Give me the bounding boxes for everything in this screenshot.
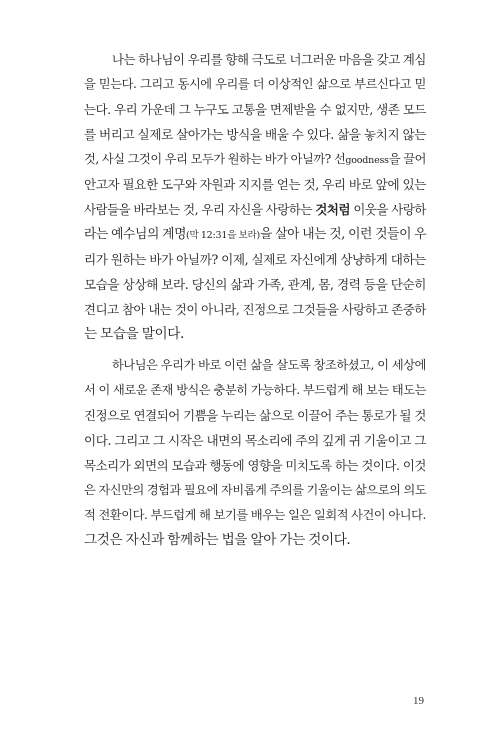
page-number: 19 xyxy=(413,695,424,707)
text-line: 안고자 필요한 도구와 자원과 지지를 얻는 것, 우리 바로 앞에 있는 xyxy=(84,177,426,192)
text-run-scripture-reference: (막 12:31을 보라) xyxy=(186,230,260,241)
text-line: 를 버리고 실제로 살아가는 방식을 배울 수 있다. 삶을 놓치지 않는 xyxy=(84,127,426,142)
text-line: 적 전환이다. 부드럽게 해 보기를 배우는 일은 일회적 사건이 아니다. xyxy=(84,508,426,522)
text-line: 모습을 상상해 보라. 당신의 삶과 가족, 관계, 몸, 경력 등을 단순히 xyxy=(84,277,426,292)
text-line: 은 자신만의 경험과 필요에 자비롭게 주의를 기울이는 삶으로의 의도 xyxy=(84,483,427,497)
text-run: 라는 예수님의 계명 xyxy=(84,227,187,242)
text-line xyxy=(84,222,426,247)
text-run: 것, 사실 그것이 우리 모두가 원하는 바가 아닐까? 선 xyxy=(84,152,346,166)
text-line: 이다. 그리고 그 시작은 내면의 목소리에 주의 깊게 귀 기울이고 그 xyxy=(84,433,426,448)
text-line: 나는 하나님이 우리를 향해 극도로 너그러운 마음을 갖고 계심 xyxy=(112,52,426,67)
text-run: 이웃을 사랑하 xyxy=(350,202,426,217)
text-line xyxy=(84,147,426,172)
text-run: 을 끌어 xyxy=(388,152,426,166)
text-line: 서 이 새로운 존재 방식은 충분히 가능하다. 부드럽게 해 보는 태도는 xyxy=(84,383,426,397)
text-line: 리가 원하는 바가 아닐까? 이제, 실제로 자신에게 상냥하게 대하는 xyxy=(84,252,426,267)
paragraph-1 xyxy=(84,47,426,347)
text-line: 그것은 자신과 함께하는 법을 알아 가는 것이다. xyxy=(84,532,351,548)
text-line: 는다. 우리 가운데 그 누구도 고통을 면제받을 수 없지만, 생존 모드 xyxy=(84,102,426,117)
text-line: 목소리가 외면의 모습과 행동에 영향을 미치도록 하는 것이다. 이것 xyxy=(84,458,426,473)
text-line: 견디고 참아 내는 것이 아니라, 진정으로 그것들을 사랑하고 존중하 xyxy=(84,302,426,317)
text-line: 하나님은 우리가 바로 이런 삶을 살도록 창조하셨고, 이 세상에 xyxy=(112,358,426,372)
paragraph-2 xyxy=(84,353,426,553)
text-run-bold: 것처럼 xyxy=(315,202,351,217)
text-run: 을 살아 내는 것, 이런 것들이 우 xyxy=(259,227,427,242)
text-line: 는 모습을 말이다. xyxy=(84,326,184,342)
text-line: 을 믿는다. 그리고 동시에 우리를 더 이상적인 삶으로 부르신다고 믿 xyxy=(84,77,426,91)
text-run-english-gloss: goodness xyxy=(345,155,389,166)
text-run: 사람들을 바라보는 것, 우리 자신을 사랑하는 xyxy=(84,202,316,217)
text-line: 진정으로 연결되어 기쁨을 누리는 삶으로 이끌어 주는 통로가 될 것 xyxy=(84,408,426,423)
body-text xyxy=(84,47,426,553)
text-line xyxy=(84,197,426,222)
